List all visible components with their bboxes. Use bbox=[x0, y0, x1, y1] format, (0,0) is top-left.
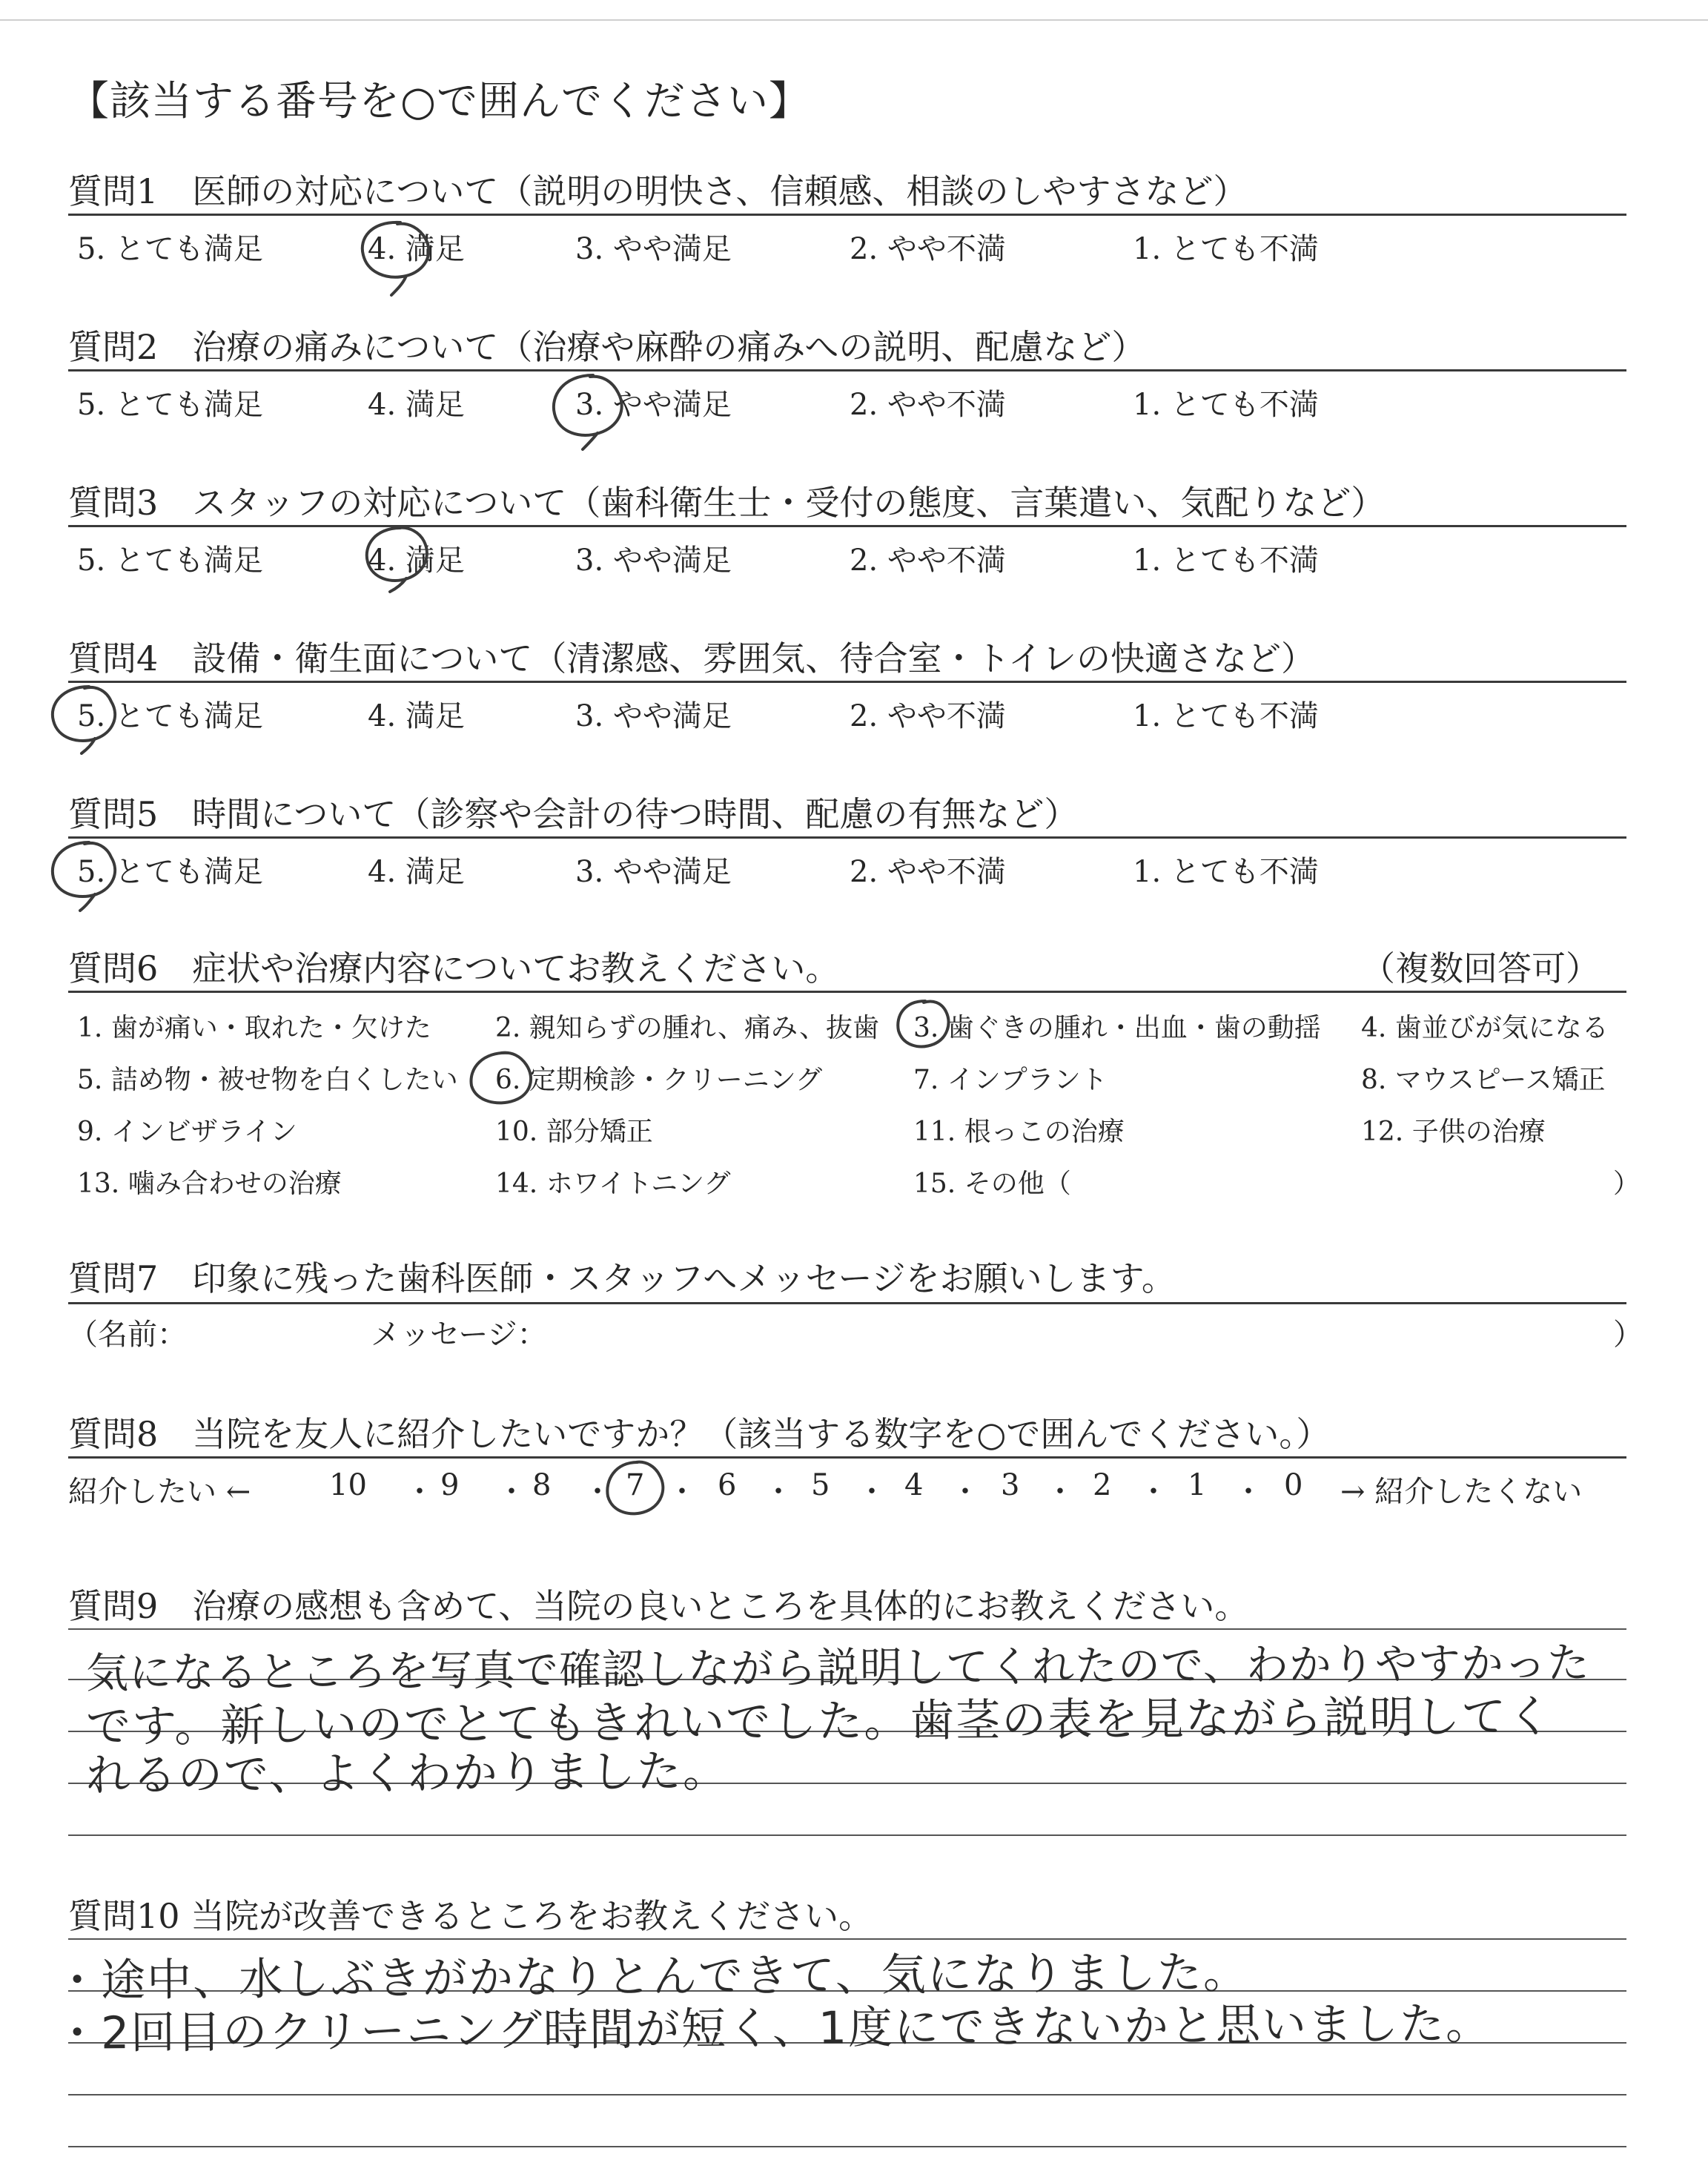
q6-other-close-paren: ） bbox=[1613, 1169, 1641, 1199]
q4-option-2[interactable]: 2. やや不満 bbox=[850, 699, 1006, 733]
q10-line-4 bbox=[68, 2094, 1626, 2095]
q3-option-5[interactable]: 5. とても満足 bbox=[77, 544, 263, 578]
q8-dot: ・ bbox=[405, 1475, 434, 1509]
q5-rule bbox=[68, 836, 1626, 839]
q7-message-label: メッセージ： bbox=[371, 1318, 547, 1352]
q2-title: 質問2 治療の痛みについて（治療や麻酔の痛みへの説明、配慮など） bbox=[68, 327, 1146, 367]
q7-title: 質問7 印象に残った歯科医師・スタッフへメッセージをお願いします。 bbox=[68, 1258, 1176, 1298]
q8-dot: ・ bbox=[583, 1475, 612, 1509]
q10-line-5 bbox=[68, 2146, 1626, 2147]
q8-right-label: → 紹介したくない bbox=[1340, 1475, 1583, 1509]
q6-option-5[interactable]: 5. 詰め物・被せ物を白くしたい bbox=[77, 1065, 458, 1095]
q9-answer-line-1: 気になるところを写真で確認しながら説明してくれたので、わかりやすかった bbox=[85, 1638, 1591, 1699]
q6-option-4[interactable]: 4. 歯並びが気になる bbox=[1361, 1013, 1609, 1043]
q2-option-4[interactable]: 4. 満足 bbox=[368, 388, 465, 422]
q3-rule bbox=[68, 525, 1626, 527]
q6-option-12[interactable]: 12. 子供の治療 bbox=[1361, 1117, 1546, 1147]
q2-rule bbox=[68, 369, 1626, 371]
q8-rule bbox=[68, 1456, 1626, 1459]
q6-option-8[interactable]: 8. マウスピース矯正 bbox=[1361, 1065, 1606, 1095]
q8-score-10[interactable]: 10 bbox=[329, 1468, 367, 1502]
q10-title: 質問10 当院が改善できるところをお教えください。 bbox=[68, 1896, 873, 1936]
q8-dot: ・ bbox=[1234, 1475, 1263, 1509]
q1-title: 質問1 医師の対応について（説明の明快さ、信頼感、相談のしやすさなど） bbox=[68, 171, 1248, 211]
q8-score-2[interactable]: 2 bbox=[1093, 1468, 1112, 1502]
q9-line-5 bbox=[68, 1834, 1626, 1836]
q7-rule bbox=[68, 1302, 1626, 1304]
q4-option-4[interactable]: 4. 満足 bbox=[368, 699, 465, 733]
q8-score-5[interactable]: 5 bbox=[811, 1468, 830, 1502]
q8-score-0[interactable]: 0 bbox=[1284, 1468, 1303, 1502]
q6-option-13[interactable]: 13. 噛み合わせの治療 bbox=[77, 1169, 342, 1199]
q9-title: 質問9 治療の感想も含めて、当院の良いところを具体的にお教えください。 bbox=[68, 1586, 1249, 1626]
q7-message-field[interactable] bbox=[549, 1312, 1601, 1350]
q6-option-1[interactable]: 1. 歯が痛い・取れた・欠けた bbox=[77, 1013, 431, 1043]
q3-option-2[interactable]: 2. やや不満 bbox=[850, 544, 1006, 578]
q1-option-2[interactable]: 2. やや不満 bbox=[850, 232, 1006, 266]
q9-answer-line-3: れるので、よくわかりました。 bbox=[85, 1745, 729, 1803]
q8-score-8[interactable]: 8 bbox=[532, 1468, 552, 1502]
q6-option-9[interactable]: 9. インビザライン bbox=[77, 1117, 297, 1147]
q1-option-1[interactable]: 1. とても不満 bbox=[1133, 232, 1319, 266]
q8-dot: ・ bbox=[1139, 1475, 1168, 1509]
q8-title: 質問8 当院を友人に紹介したいですか？（該当する数字を○で囲んでください。） bbox=[68, 1414, 1331, 1454]
q1-rule bbox=[68, 214, 1626, 216]
q3-option-3[interactable]: 3. やや満足 bbox=[575, 544, 732, 578]
q5-option-5[interactable]: 5. とても満足 bbox=[77, 855, 263, 889]
q9-line-1 bbox=[68, 1628, 1626, 1630]
q6-option-15[interactable]: 15. その他（ bbox=[913, 1169, 1071, 1199]
q8-dot: ・ bbox=[950, 1475, 980, 1509]
q6-option-2[interactable]: 2. 親知らずの腫れ、痛み、抜歯 bbox=[495, 1013, 880, 1043]
q7-close-paren: ） bbox=[1613, 1318, 1643, 1352]
q8-score-4[interactable]: 4 bbox=[904, 1468, 924, 1502]
q8-score-3[interactable]: 3 bbox=[1001, 1468, 1020, 1502]
q8-dot: ・ bbox=[497, 1475, 526, 1509]
q6-option-3[interactable]: 3. 歯ぐきの腫れ・出血・歯の動揺 bbox=[913, 1013, 1321, 1043]
q8-score-6[interactable]: 6 bbox=[718, 1468, 737, 1502]
q6-option-6[interactable]: 6. 定期検診・クリーニング bbox=[495, 1065, 823, 1095]
q6-option-10[interactable]: 10. 部分矯正 bbox=[495, 1117, 653, 1147]
q5-option-4[interactable]: 4. 満足 bbox=[368, 855, 465, 889]
q8-score-1[interactable]: 1 bbox=[1188, 1468, 1207, 1502]
q5-option-2[interactable]: 2. やや不満 bbox=[850, 855, 1006, 889]
q6-rule bbox=[68, 991, 1626, 993]
q3-option-1[interactable]: 1. とても不満 bbox=[1133, 544, 1319, 578]
q3-title: 質問3 スタッフの対応について（歯科衛生士・受付の態度、言葉遣い、気配りなど） bbox=[68, 483, 1386, 523]
q5-option-1[interactable]: 1. とても不満 bbox=[1133, 855, 1319, 889]
q6-option-14[interactable]: 14. ホワイトニング bbox=[495, 1169, 731, 1199]
q6-multi-answer-note: （複数回答可） bbox=[1361, 948, 1600, 988]
q2-option-3[interactable]: 3. やや満足 bbox=[575, 388, 732, 422]
q1-option-5[interactable]: 5. とても満足 bbox=[77, 232, 263, 266]
top-border bbox=[0, 19, 1708, 21]
q8-dot: ・ bbox=[764, 1475, 793, 1509]
q2-option-2[interactable]: 2. やや不満 bbox=[850, 388, 1006, 422]
q10-answer-line-1: ・途中、水しぶきがかなりとんできて、気になりました。 bbox=[54, 1946, 1250, 2007]
q2-option-1[interactable]: 1. とても不満 bbox=[1133, 388, 1319, 422]
q1-option-4[interactable]: 4. 満足 bbox=[368, 232, 465, 266]
q8-dot: ・ bbox=[1045, 1475, 1075, 1509]
q7-name-label: （名前： bbox=[68, 1318, 187, 1352]
q10-answer-line-2: ・2回目のクリーニング時間が短く、1度にできないかと思いました。 bbox=[54, 1998, 1492, 2060]
q4-option-1[interactable]: 1. とても不満 bbox=[1133, 699, 1319, 733]
q6-option-7[interactable]: 7. インプラント bbox=[913, 1065, 1108, 1095]
q8-dot: ・ bbox=[667, 1475, 697, 1509]
q6-option-11[interactable]: 11. 根っこの治療 bbox=[913, 1117, 1125, 1147]
q3-option-4[interactable]: 4. 満足 bbox=[368, 544, 465, 578]
q2-option-5[interactable]: 5. とても満足 bbox=[77, 388, 263, 422]
q8-score-9[interactable]: 9 bbox=[440, 1468, 460, 1502]
q5-title: 質問5 時間について（診察や会計の待つ時間、配慮の有無など） bbox=[68, 794, 1079, 834]
q9-answer-line-2: です。新しいのでとてもきれいでした。歯茎の表を見ながら説明してく bbox=[85, 1691, 1554, 1753]
q8-score-7[interactable]: 7 bbox=[626, 1468, 645, 1502]
q4-title: 質問4 設備・衛生面について（清潔感、雰囲気、待合室・トイレの快適さなど） bbox=[68, 638, 1316, 678]
q4-option-3[interactable]: 3. やや満足 bbox=[575, 699, 732, 733]
q6-title: 質問6 症状や治療内容についてお教えください。 bbox=[68, 948, 840, 988]
q5-option-3[interactable]: 3. やや満足 bbox=[575, 855, 732, 889]
q8-dot: ・ bbox=[857, 1475, 887, 1509]
q1-option-3[interactable]: 3. やや満足 bbox=[575, 232, 732, 266]
q4-option-5[interactable]: 5. とても満足 bbox=[77, 699, 263, 733]
q4-rule bbox=[68, 681, 1626, 683]
form-instruction-header: 【該当する番号を○で囲んでください】 bbox=[68, 77, 810, 125]
q8-left-label: 紹介したい ← bbox=[68, 1475, 251, 1509]
